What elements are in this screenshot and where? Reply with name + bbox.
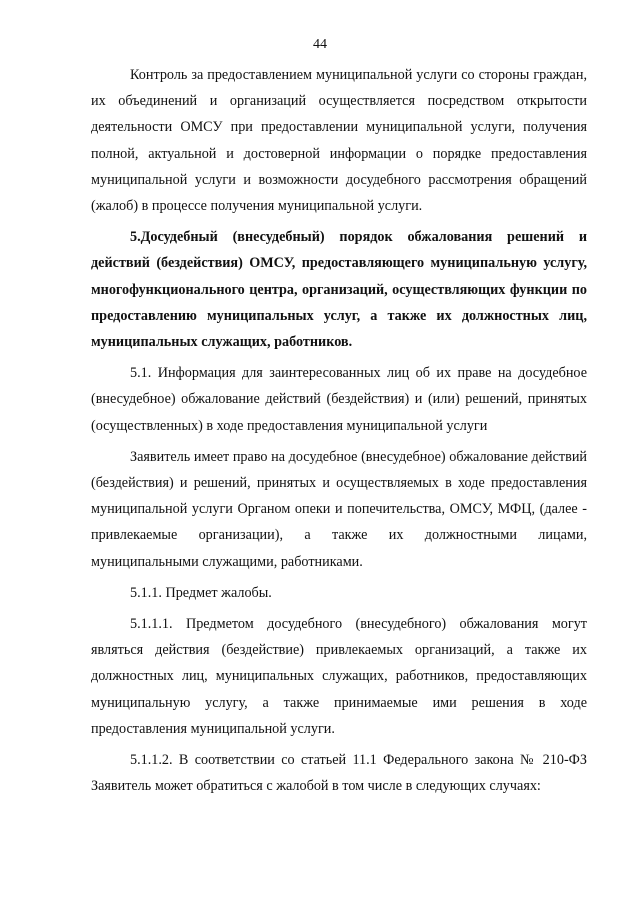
- paragraph-5-1-1: 5.1.1. Предмет жалобы.: [130, 584, 272, 601]
- paragraph-control: Контроль за предоставлением муниципальной услуги со стороны граждан, их объединений и организаций осуществляется посредством открытости деятельности ОМСУ при предоставлении муниципальной услуги, получения полной, актуальной и достоверной информации о порядке предоставления муниципальной услуги и возможности досудебного рассмотрения обращений (жалоб) в процессе получения муниципальной услуги.: [91, 67, 587, 215]
- paragraph-5-1-1-1: 5.1.1.1. Предметом досудебного (внесудебного) обжалования могут являться действия (бездействие) привлекаемых организаций, а также их должностных лиц, муниципальных служащих, работников, предоставляющих муниципальную услугу, а также принимаемые ими решения в ходе предоставления муниципальной услуги.: [91, 616, 587, 737]
- paragraph-5-1: 5.1. Информация для заинтересованных лиц об их праве на досудебное (внесудебное) обжалование действий (бездействия) и (или) решений, принятых (осуществленных) в ходе предоставления муниципальной услуги: [91, 365, 587, 434]
- page-number: 44: [313, 37, 327, 52]
- paragraph-applicant-right: Заявитель имеет право на досудебное (внесудебное) обжалование действий (бездействия) и решений, принятых и осуществляемых в ходе предоставления муниципальной услуги Органом опеки и попечительства, ОМСУ, МФЦ, (далее - привлекаемые организации), а также их должностными лицами, муниципальными служащими, работниками.: [91, 448, 587, 570]
- paragraph-5-1-1-2: 5.1.1.2. В соответствии со статьей 11.1 Федерального закона № 210-ФЗ Заявитель может обратиться с жалобой в том числе в следующих случаях:: [91, 752, 587, 795]
- section-5-heading: 5.Досудебный (внесудебный) порядок обжалования решений и действий (бездействия) ОМСУ, предоставляющего муниципальную услугу, многофункционального центра, организаций, осуществляющих функции по предоставлению муниципальных услуг, а также их должностных лиц, муниципальных служащих, работников.: [91, 229, 587, 351]
- document-body: [91, 62, 587, 799]
